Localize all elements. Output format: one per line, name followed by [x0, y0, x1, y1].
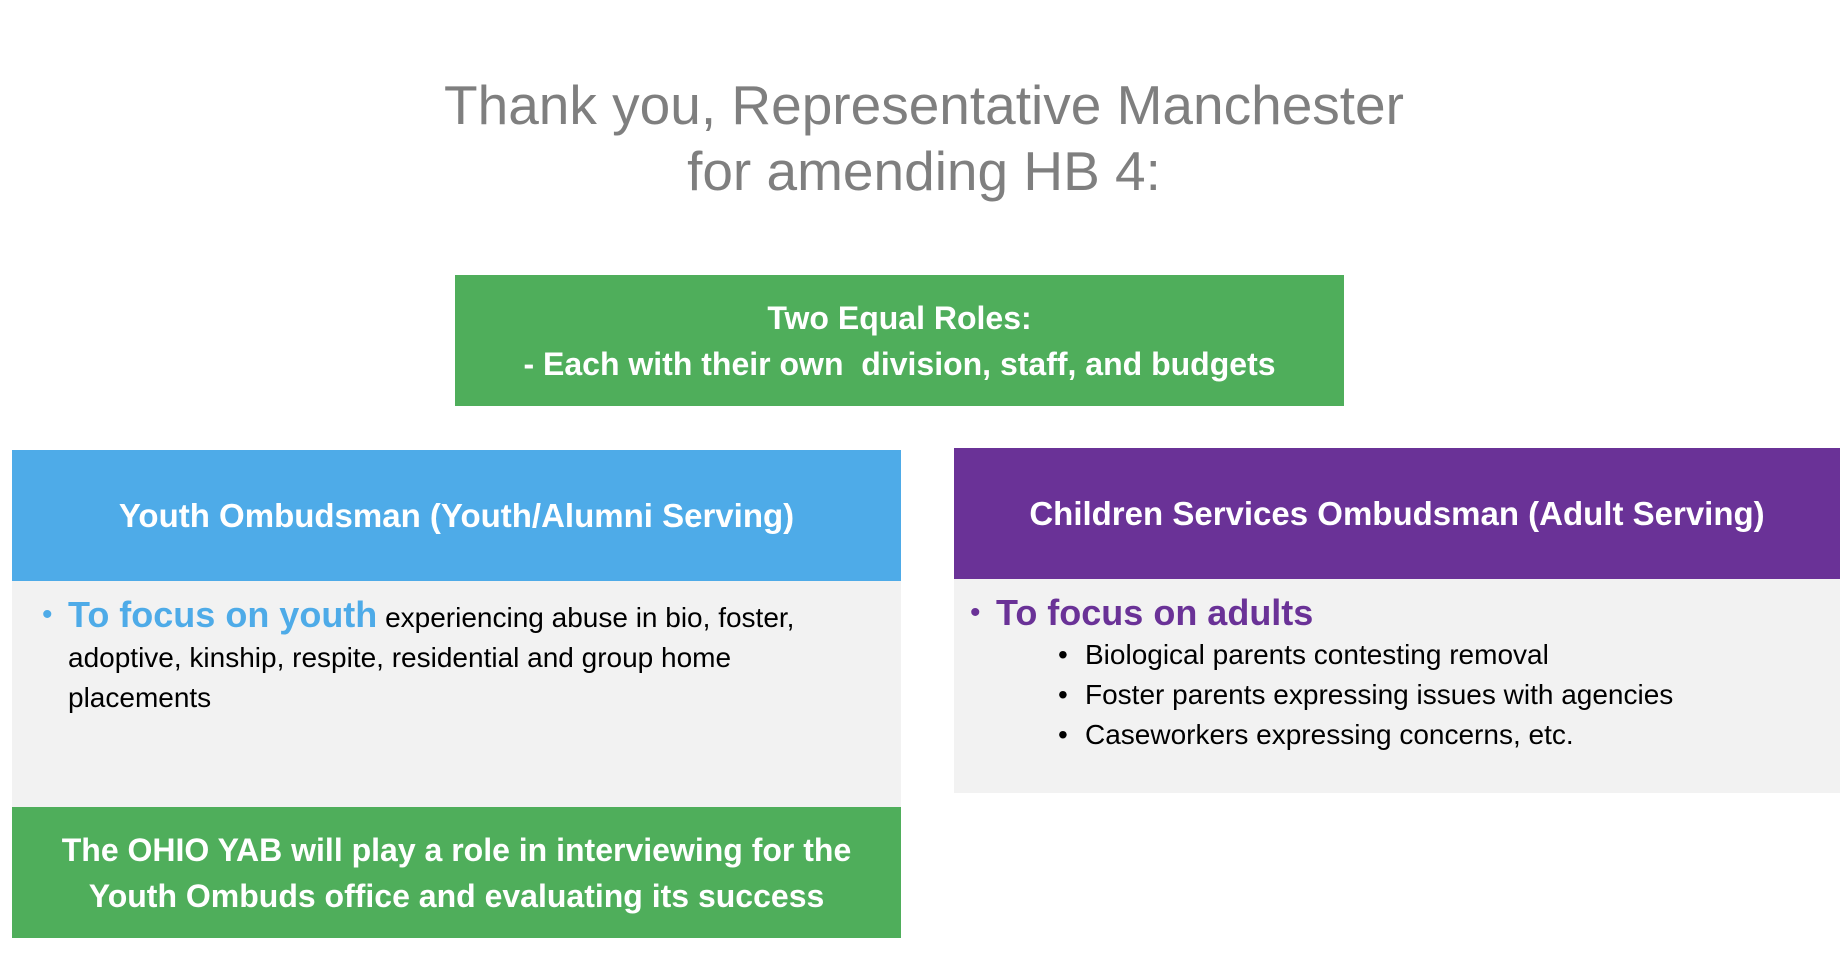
youth-ombudsman-header — [12, 450, 901, 581]
youth-ombudsman-panel — [12, 581, 901, 807]
yab-line-2: Youth Ombuds office and evaluating its success — [88, 877, 825, 914]
youth-bullet-line-3: placements — [68, 682, 212, 713]
list-item — [1058, 635, 1814, 675]
slide-title — [0, 72, 1848, 204]
youth-bullet-emphasis: To focus on youth — [68, 594, 378, 635]
sub-bullet-icon: • — [1058, 639, 1068, 670]
youth-header-label: Youth Ombudsman (Youth/Alumni Serving) — [118, 496, 795, 534]
roles-line-2: - Each with their own division, staff, and budgets — [523, 345, 1276, 382]
youth-bullet-line-2: adoptive, kinship, respite, residential and group home — [68, 642, 732, 673]
title-line-1: Thank you, Representative Manchester — [444, 74, 1404, 136]
sub-item-text: Caseworkers expressing concerns, etc. — [1085, 719, 1574, 750]
title-line-2: for amending HB 4: — [687, 140, 1161, 202]
yab-line-1: The OHIO YAB will play a role in interviewing for the — [61, 831, 852, 868]
sub-bullet-icon: • — [1058, 719, 1068, 750]
sub-bullet-icon: • — [1058, 679, 1068, 710]
two-equal-roles-box — [455, 275, 1344, 406]
adult-sub-list — [970, 635, 1814, 755]
adult-bullet-emphasis: To focus on adults — [996, 592, 1314, 633]
youth-bullet-line-1: experiencing abuse in bio, foster, — [377, 602, 795, 633]
ohio-yab-box — [12, 807, 901, 938]
sub-item-text: Foster parents expressing issues with agencies — [1085, 679, 1674, 710]
youth-bullet-text — [68, 595, 794, 718]
children-services-ombudsman-panel — [954, 579, 1840, 793]
bullet-icon: • — [970, 596, 981, 629]
children-services-ombudsman-header — [954, 448, 1840, 579]
roles-line-1: Two Equal Roles: — [767, 299, 1032, 336]
adult-header-label: Children Services Ombudsman (Adult Serving) — [1029, 494, 1765, 532]
list-item — [1058, 715, 1814, 755]
youth-bullet — [42, 595, 875, 718]
bullet-icon: • — [42, 598, 53, 631]
list-item — [1058, 675, 1814, 715]
adult-bullet — [970, 593, 1814, 633]
sub-item-text: Biological parents contesting removal — [1085, 639, 1549, 670]
